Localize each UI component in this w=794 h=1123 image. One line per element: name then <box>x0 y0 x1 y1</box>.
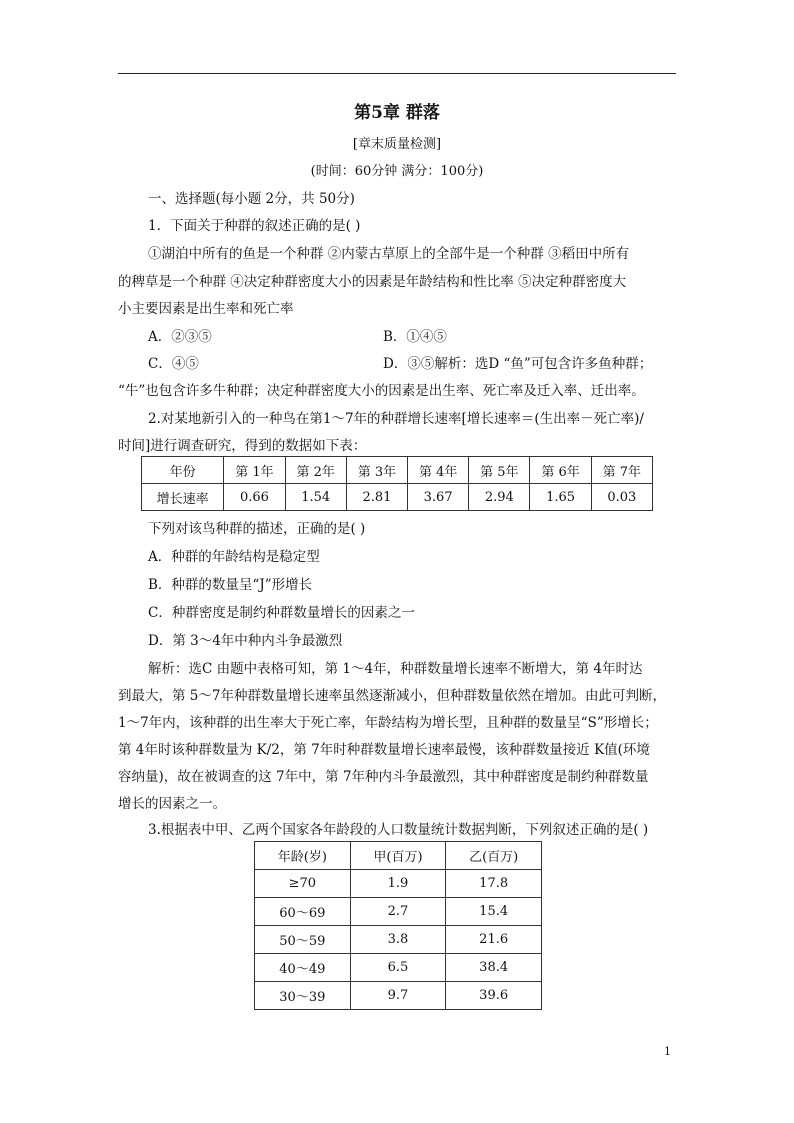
table-header-row <box>255 842 542 870</box>
table-cell: 3.67 <box>408 484 469 511</box>
q2-option-a: A．种群的年龄结构是稳定型 <box>148 549 320 565</box>
table-cell: 0.03 <box>591 484 652 511</box>
q1-option-d-analysis: D．③⑤解析：选D “鱼”可包含许多鱼种群； <box>383 356 653 372</box>
q1-text-line: 小主要因素是出生率和死亡率 <box>118 301 294 317</box>
table-cell: 6.5 <box>350 954 446 982</box>
q2-stem: 时间]进行调查研究，得到的数据如下表： <box>118 438 367 454</box>
q2-option-d: D．第 3～4年中种内斗争最激烈 <box>148 633 343 649</box>
q2-analysis: 解析：选C 由题中表格可知，第 1～4年，种群数量增长速率不断增大，第 4年时达 <box>148 661 643 677</box>
table-row <box>255 954 542 982</box>
q1-option-b: B．①④⑤ <box>383 329 447 345</box>
table-header-cell: 第 7年 <box>591 457 652 484</box>
q2-analysis: 增长的因素之一。 <box>118 796 226 812</box>
table-cell: 3.8 <box>350 926 446 954</box>
table-cell: 1.54 <box>285 484 346 511</box>
table-row <box>255 926 542 954</box>
table-cell: 2.94 <box>469 484 530 511</box>
population-table <box>254 841 542 1010</box>
table-row <box>255 982 542 1010</box>
table-header-cell: 第 4年 <box>408 457 469 484</box>
table-header-cell: 甲(百万) <box>350 842 446 870</box>
q2-analysis: 1～7年内，该种群的出生率大于死亡率，年龄结构为增长型，且种群的数量呈“S”形增长； <box>118 715 658 731</box>
q2-analysis: 到最大，第 5～7年种群数量增长速率虽然逐渐减小，但种群数量依然在增加。由此可判断， <box>118 688 666 704</box>
table-cell: 1.65 <box>530 484 591 511</box>
table-cell: 15.4 <box>446 898 542 926</box>
table-cell: 50～59 <box>255 926 351 954</box>
growth-rate-table <box>141 456 653 511</box>
table-cell: 38.4 <box>446 954 542 982</box>
q1-stem: 1．下面关于种群的叙述正确的是( ) <box>148 218 361 234</box>
q2-option-c: C．种群密度是制约种群数量增长的因素之一 <box>148 605 415 621</box>
q3-stem: 3.根据表中甲、乙两个国家各年龄段的人口数量统计数据判断，下列叙述正确的是( ) <box>148 822 649 838</box>
table-cell: ≥70 <box>255 870 351 898</box>
q2-stem: 2.对某地新引入的一种鸟在第1～7年的种群增长速率[增长速率＝(生出率－死亡率)/ <box>148 411 644 427</box>
table-cell: 21.6 <box>446 926 542 954</box>
q1-analysis: “牛”也包含许多牛种群；决定种群密度大小的因素是出生率、死亡率及迁入率、迁出率。 <box>118 383 645 399</box>
table-cell: 30～39 <box>255 982 351 1010</box>
table-header-cell: 乙(百万) <box>446 842 542 870</box>
section-heading: 一、选择题(每小题 2分，共 50分) <box>148 191 355 207</box>
table-header-cell: 第 2年 <box>285 457 346 484</box>
q1-text-line: 的稗草是一个种群 ④决定种群密度大小的因素是年龄结构和性比率 ⑤决定种群密度大 <box>118 274 627 290</box>
table-cell: 1.9 <box>350 870 446 898</box>
time-info: (时间：60分钟 满分：100分) <box>310 164 484 179</box>
q1-option-c: C．④⑤ <box>148 356 199 372</box>
table-cell: 0.66 <box>224 484 285 511</box>
table-header-cell: 年龄(岁) <box>255 842 351 870</box>
table-row <box>255 870 542 898</box>
page-title: 第5章 群落 <box>354 103 440 123</box>
page-number: 1 <box>664 1045 671 1058</box>
q2-analysis: 容纳量)，故在被调查的这 7年中，第 7年种内斗争最激烈，其中种群密度是制约种群数量 <box>118 769 649 785</box>
table-header-cell: 第 6年 <box>530 457 591 484</box>
table-header-cell: 第 1年 <box>224 457 285 484</box>
table-cell: 17.8 <box>446 870 542 898</box>
table-cell: 39.6 <box>446 982 542 1010</box>
table-row <box>142 484 653 511</box>
q2-option-b: B．种群的数量呈“J”形增长 <box>148 577 313 593</box>
table-cell: 9.7 <box>350 982 446 1010</box>
table-row <box>255 898 542 926</box>
q1-text-line: ①湖泊中所有的鱼是一个种群 ②内蒙古草原上的全部牛是一个种群 ③稻田中所有 <box>148 246 630 262</box>
table-header-cell: 第 3年 <box>346 457 407 484</box>
page-subtitle: [章末质量检测] <box>352 137 442 152</box>
table-cell: 60～69 <box>255 898 351 926</box>
q2-analysis: 第 4年时该种群数量为 K/2，第 7年时种群数量增长速率最慢，该种群数量接近 K值(环境 <box>118 742 650 758</box>
q1-option-a: A．②③⑤ <box>148 329 212 345</box>
header-rule <box>118 73 676 74</box>
table-header-cell: 第 5年 <box>469 457 530 484</box>
table-cell: 40～49 <box>255 954 351 982</box>
q2-question: 下列对该鸟种群的描述，正确的是( ) <box>148 521 366 537</box>
table-cell: 增长速率 <box>142 484 224 511</box>
table-cell: 2.81 <box>346 484 407 511</box>
table-header-row <box>142 457 653 484</box>
table-cell: 2.7 <box>350 898 446 926</box>
table-header-cell: 年份 <box>142 457 224 484</box>
